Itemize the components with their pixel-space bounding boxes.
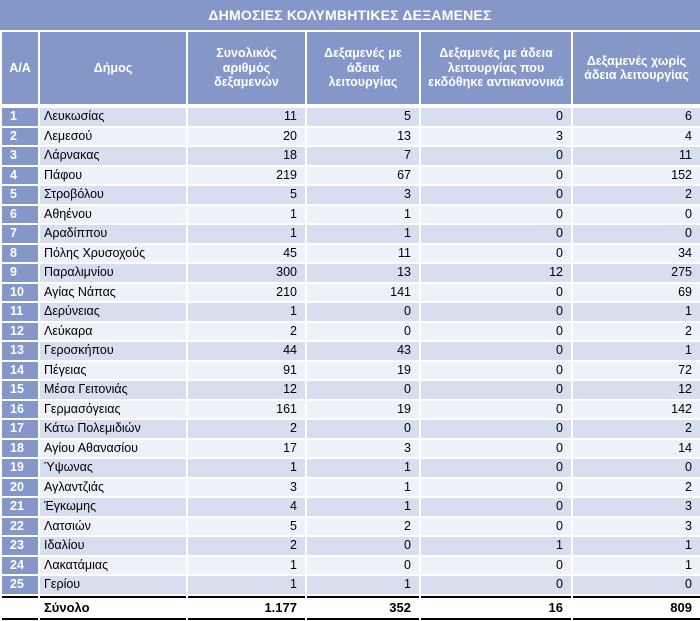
row-index: 2 <box>2 128 38 148</box>
row-total: 4 <box>188 498 305 518</box>
row-municipality: Ιδαλίου <box>40 537 186 557</box>
totals-row <box>2 596 700 620</box>
table-row <box>2 186 700 206</box>
row-total: 1 <box>188 303 305 323</box>
row-irregular: 0 <box>421 420 571 440</box>
row-licensed: 0 <box>307 323 419 343</box>
row-total: 5 <box>188 518 305 538</box>
header-unlicensed: Δεξαμενές χωρίς άδεια λειτουργίας <box>573 32 700 108</box>
table-row <box>2 342 700 362</box>
row-municipality: Μέσα Γειτονιάς <box>40 381 186 401</box>
row-irregular: 0 <box>421 245 571 265</box>
row-irregular: 0 <box>421 576 571 596</box>
row-unlicensed: 1 <box>573 557 700 577</box>
row-licensed: 0 <box>307 381 419 401</box>
row-index: 8 <box>2 245 38 265</box>
row-licensed: 1 <box>307 225 419 245</box>
table-row <box>2 498 700 518</box>
row-total: 219 <box>188 167 305 187</box>
row-licensed: 1 <box>307 576 419 596</box>
row-municipality: Γεροσκήπου <box>40 342 186 362</box>
row-index: 10 <box>2 284 38 304</box>
row-total: 2 <box>188 420 305 440</box>
row-licensed: 0 <box>307 420 419 440</box>
row-total: 2 <box>188 323 305 343</box>
row-total: 3 <box>188 479 305 499</box>
row-municipality: Κάτω Πολεμιδιών <box>40 420 186 440</box>
row-municipality: Αγλαντζιάς <box>40 479 186 499</box>
row-licensed: 3 <box>307 186 419 206</box>
row-licensed: 11 <box>307 245 419 265</box>
row-licensed: 1 <box>307 479 419 499</box>
row-municipality: Πόλης Χρυσοχούς <box>40 245 186 265</box>
table-row <box>2 479 700 499</box>
row-total: 11 <box>188 108 305 128</box>
row-municipality: Ύψωνας <box>40 459 186 479</box>
row-municipality: Λάρνακας <box>40 147 186 167</box>
table-row <box>2 518 700 538</box>
row-unlicensed: 2 <box>573 186 700 206</box>
row-unlicensed: 0 <box>573 459 700 479</box>
row-index: 16 <box>2 401 38 421</box>
table-row <box>2 537 700 557</box>
row-index: 7 <box>2 225 38 245</box>
row-municipality: Πάφου <box>40 167 186 187</box>
row-licensed: 1 <box>307 459 419 479</box>
totals-irregular: 16 <box>421 596 571 620</box>
totals-total: 1.177 <box>188 596 305 620</box>
row-index: 21 <box>2 498 38 518</box>
row-licensed: 67 <box>307 167 419 187</box>
header-licensed: Δεξαμενές με άδεια λειτουργίας <box>307 32 419 108</box>
row-total: 45 <box>188 245 305 265</box>
row-total: 1 <box>188 225 305 245</box>
row-unlicensed: 3 <box>573 498 700 518</box>
row-irregular: 0 <box>421 459 571 479</box>
row-unlicensed: 142 <box>573 401 700 421</box>
row-municipality: Πέγειας <box>40 362 186 382</box>
row-total: 20 <box>188 128 305 148</box>
row-total: 1 <box>188 206 305 226</box>
row-municipality: Αγίου Αθανασίου <box>40 440 186 460</box>
table-row <box>2 147 700 167</box>
row-irregular: 0 <box>421 498 571 518</box>
row-municipality: Αθηένου <box>40 206 186 226</box>
table-title: ΔΗΜΟΣΙΕΣ ΚΟΛΥΜΒΗΤΙΚΕΣ ΔΕΞΑΜΕΝΕΣ <box>0 0 700 30</box>
row-licensed: 141 <box>307 284 419 304</box>
row-municipality: Στροβόλου <box>40 186 186 206</box>
row-index: 18 <box>2 440 38 460</box>
row-unlicensed: 0 <box>573 576 700 596</box>
row-municipality: Παραλιμνίου <box>40 264 186 284</box>
row-index: 19 <box>2 459 38 479</box>
row-irregular: 0 <box>421 186 571 206</box>
row-irregular: 0 <box>421 303 571 323</box>
row-licensed: 0 <box>307 303 419 323</box>
row-unlicensed: 12 <box>573 381 700 401</box>
row-unlicensed: 72 <box>573 362 700 382</box>
row-irregular: 0 <box>421 518 571 538</box>
row-licensed: 19 <box>307 401 419 421</box>
row-total: 1 <box>188 557 305 577</box>
row-municipality: Λεμεσού <box>40 128 186 148</box>
row-licensed: 7 <box>307 147 419 167</box>
row-unlicensed: 2 <box>573 323 700 343</box>
row-municipality: Γερίου <box>40 576 186 596</box>
table-row <box>2 206 700 226</box>
row-unlicensed: 4 <box>573 128 700 148</box>
row-licensed: 5 <box>307 108 419 128</box>
row-total: 44 <box>188 342 305 362</box>
table-row <box>2 245 700 265</box>
row-unlicensed: 2 <box>573 420 700 440</box>
table-row <box>2 167 700 187</box>
table-row <box>2 420 700 440</box>
row-index: 15 <box>2 381 38 401</box>
row-irregular: 0 <box>421 225 571 245</box>
row-licensed: 0 <box>307 557 419 577</box>
row-irregular: 1 <box>421 537 571 557</box>
row-index: 13 <box>2 342 38 362</box>
row-municipality: Γερμασόγειας <box>40 401 186 421</box>
row-total: 2 <box>188 537 305 557</box>
row-unlicensed: 1 <box>573 537 700 557</box>
table-row <box>2 576 700 596</box>
table-row <box>2 323 700 343</box>
row-irregular: 0 <box>421 284 571 304</box>
header-total: Συνολικός αριθμός δεξαμενών <box>188 32 305 108</box>
header-municipality: Δήμος <box>40 32 186 108</box>
row-licensed: 1 <box>307 498 419 518</box>
row-unlicensed: 0 <box>573 206 700 226</box>
row-index: 6 <box>2 206 38 226</box>
row-municipality: Δερύνειας <box>40 303 186 323</box>
table-row <box>2 401 700 421</box>
row-irregular: 0 <box>421 381 571 401</box>
row-irregular: 0 <box>421 147 571 167</box>
row-total: 210 <box>188 284 305 304</box>
table-row <box>2 362 700 382</box>
row-index: 9 <box>2 264 38 284</box>
header-irregular: Δεξαμενές με άδεια λειτουργίας που εκδόθηκε αντικανονικά <box>421 32 571 108</box>
table-row <box>2 459 700 479</box>
row-total: 1 <box>188 576 305 596</box>
row-municipality: Λεύκαρα <box>40 323 186 343</box>
totals-label: Σύνολο <box>40 596 186 620</box>
row-unlicensed: 2 <box>573 479 700 499</box>
row-total: 161 <box>188 401 305 421</box>
row-index: 20 <box>2 479 38 499</box>
row-index: 1 <box>2 108 38 128</box>
row-index: 4 <box>2 167 38 187</box>
row-unlicensed: 14 <box>573 440 700 460</box>
row-index: 17 <box>2 420 38 440</box>
row-municipality: Λατσιών <box>40 518 186 538</box>
row-irregular: 0 <box>421 323 571 343</box>
row-unlicensed: 34 <box>573 245 700 265</box>
row-index: 11 <box>2 303 38 323</box>
row-unlicensed: 1 <box>573 342 700 362</box>
row-index: 23 <box>2 537 38 557</box>
table-row <box>2 381 700 401</box>
table-row <box>2 225 700 245</box>
table-row <box>2 108 700 128</box>
row-municipality: Έγκωμης <box>40 498 186 518</box>
row-irregular: 0 <box>421 362 571 382</box>
totals-licensed: 352 <box>307 596 419 620</box>
row-index: 14 <box>2 362 38 382</box>
row-licensed: 43 <box>307 342 419 362</box>
row-unlicensed: 69 <box>573 284 700 304</box>
row-index: 5 <box>2 186 38 206</box>
row-unlicensed: 11 <box>573 147 700 167</box>
table-row <box>2 284 700 304</box>
row-unlicensed: 152 <box>573 167 700 187</box>
totals-index <box>2 596 38 620</box>
row-licensed: 13 <box>307 264 419 284</box>
table-row <box>2 440 700 460</box>
table-row <box>2 128 700 148</box>
row-municipality: Λακατάμιας <box>40 557 186 577</box>
row-index: 3 <box>2 147 38 167</box>
row-total: 12 <box>188 381 305 401</box>
row-unlicensed: 3 <box>573 518 700 538</box>
row-total: 18 <box>188 147 305 167</box>
row-irregular: 0 <box>421 206 571 226</box>
row-licensed: 0 <box>307 537 419 557</box>
table-row <box>2 557 700 577</box>
table-row <box>2 264 700 284</box>
row-index: 12 <box>2 323 38 343</box>
row-index: 25 <box>2 576 38 596</box>
row-unlicensed: 6 <box>573 108 700 128</box>
row-index: 22 <box>2 518 38 538</box>
row-total: 1 <box>188 459 305 479</box>
row-total: 91 <box>188 362 305 382</box>
row-irregular: 0 <box>421 440 571 460</box>
row-irregular: 0 <box>421 167 571 187</box>
row-municipality: Αραδίππου <box>40 225 186 245</box>
row-municipality: Λευκωσίας <box>40 108 186 128</box>
row-total: 5 <box>188 186 305 206</box>
table-row <box>2 303 700 323</box>
header-row <box>2 32 700 108</box>
header-index: A/A <box>2 32 38 108</box>
row-total: 17 <box>188 440 305 460</box>
table-body <box>2 108 700 596</box>
row-total: 300 <box>188 264 305 284</box>
row-unlicensed: 0 <box>573 225 700 245</box>
row-irregular: 12 <box>421 264 571 284</box>
row-index: 24 <box>2 557 38 577</box>
row-irregular: 0 <box>421 108 571 128</box>
row-irregular: 0 <box>421 557 571 577</box>
row-licensed: 1 <box>307 206 419 226</box>
pools-table <box>0 32 700 620</box>
totals-unlicensed: 809 <box>573 596 700 620</box>
row-unlicensed: 1 <box>573 303 700 323</box>
row-licensed: 3 <box>307 440 419 460</box>
row-irregular: 0 <box>421 479 571 499</box>
row-licensed: 13 <box>307 128 419 148</box>
row-irregular: 3 <box>421 128 571 148</box>
row-licensed: 2 <box>307 518 419 538</box>
row-irregular: 0 <box>421 342 571 362</box>
row-irregular: 0 <box>421 401 571 421</box>
row-licensed: 19 <box>307 362 419 382</box>
row-unlicensed: 275 <box>573 264 700 284</box>
row-municipality: Αγίας Νάπας <box>40 284 186 304</box>
